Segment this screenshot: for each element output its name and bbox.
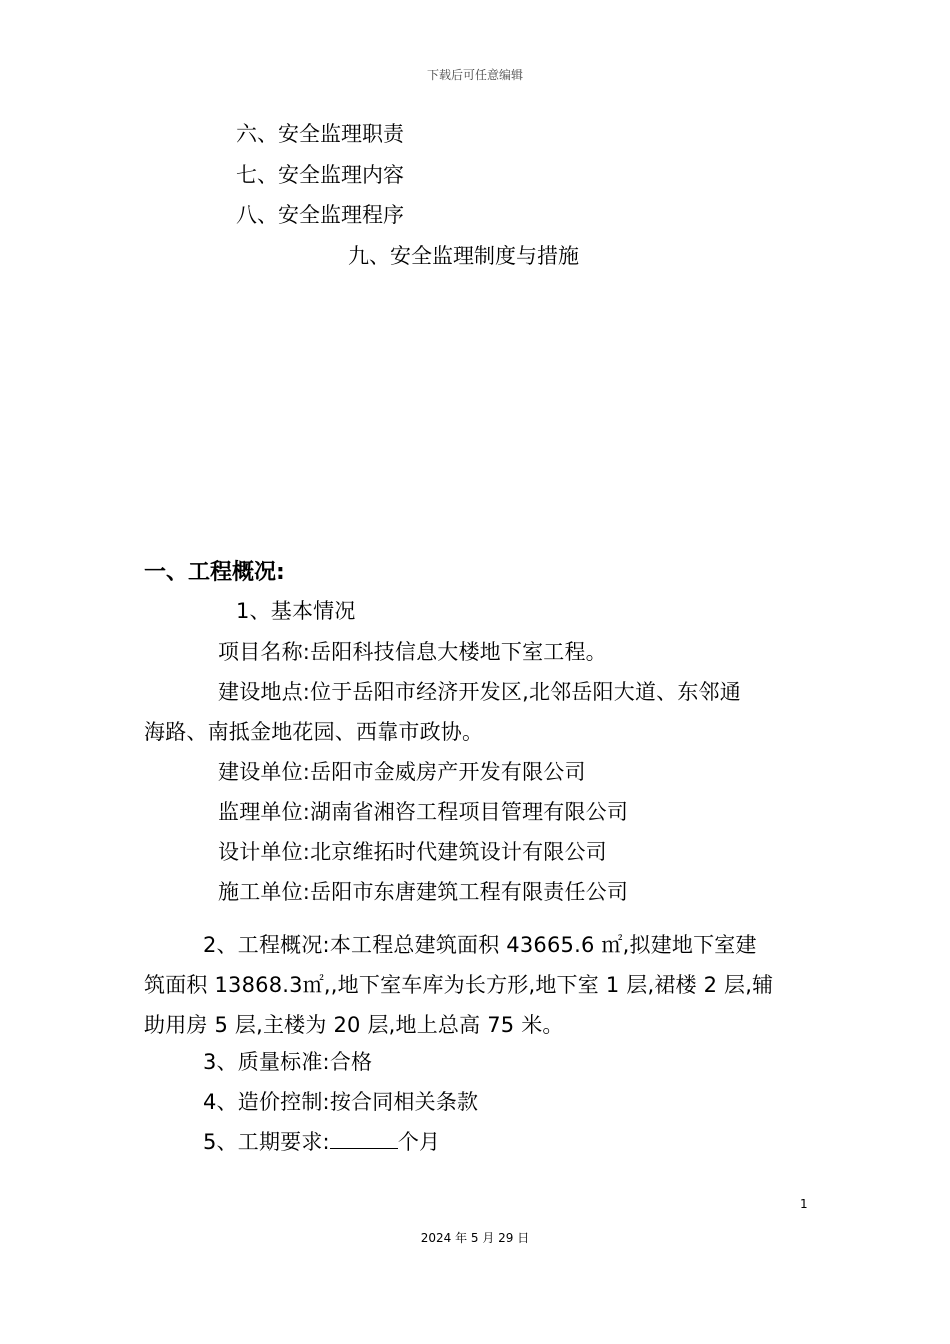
construction-unit: 施工单位:岳阳市东唐建筑工程有限责任公司 [218, 880, 629, 904]
page-header: 下载后可任意编辑 [426, 68, 523, 82]
toc-item-6: 六、安全监理职责 [236, 122, 404, 146]
overview-line-3: 助用房 5 层,主楼为 20 层,地上总高 75 米。 [144, 1013, 564, 1037]
quality-standard: 3、质量标准:合格 [203, 1050, 373, 1074]
toc-item-8: 八、安全监理程序 [236, 203, 404, 227]
section-title: 一、工程概况: [144, 560, 285, 585]
overview-line-2: 筑面积 13868.3㎡,,地下室车库为长方形,地下室 1 层,裙楼 2 层,辅 [144, 973, 774, 997]
schedule-requirement [203, 1126, 440, 1156]
location-line-2: 海路、南抵金地花园、西靠市政协。 [144, 720, 484, 744]
cost-control: 4、造价控制:按合同相关条款 [203, 1090, 479, 1114]
toc-item-7: 七、安全监理内容 [236, 163, 404, 187]
schedule-unit: 个月 [397, 1130, 441, 1154]
toc-item-9: 九、安全监理制度与措施 [348, 244, 579, 268]
project-name: 项目名称:岳阳科技信息大楼地下室工程。 [218, 640, 607, 664]
schedule-blank [330, 1130, 398, 1149]
footer-date: 2024 年 5 月 29 日 [420, 1231, 530, 1245]
basic-heading: 1、基本情况 [236, 599, 356, 623]
schedule-label: 5、工期要求: [203, 1130, 330, 1154]
location-line-1: 建设地点:位于岳阳市经济开发区,北邻岳阳大道、东邻通 [218, 680, 741, 704]
builder-unit: 建设单位:岳阳市金威房产开发有限公司 [218, 760, 586, 784]
supervisor-unit: 监理单位:湖南省湘咨工程项目管理有限公司 [218, 800, 629, 824]
page-number: 1 [800, 1197, 808, 1211]
overview-line-1: 2、工程概况:本工程总建筑面积 43665.6 ㎡,拟建地下室建 [203, 933, 757, 957]
design-unit: 设计单位:北京维拓时代建筑设计有限公司 [218, 840, 607, 864]
